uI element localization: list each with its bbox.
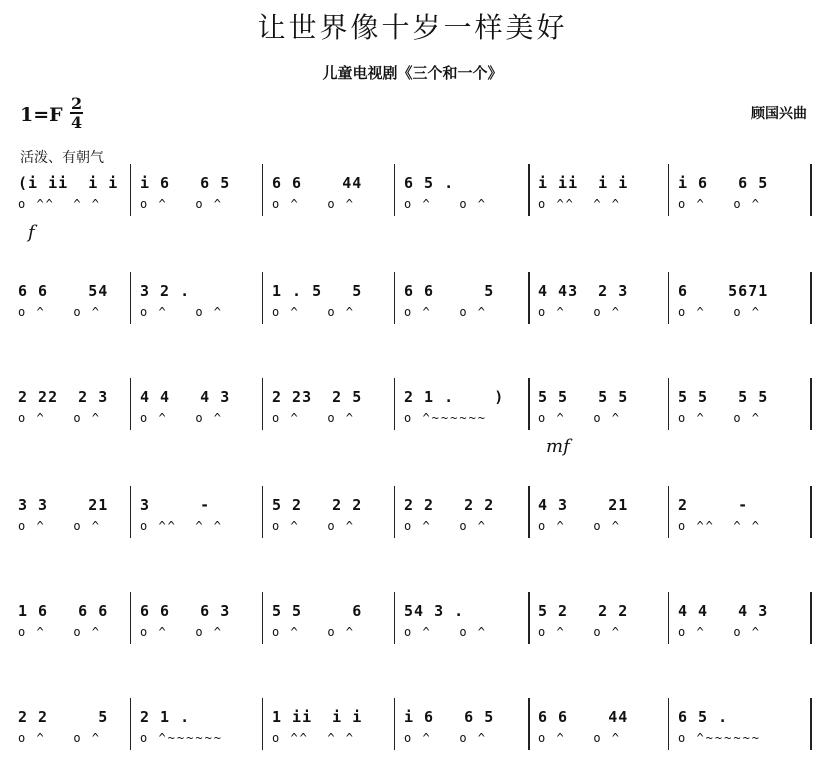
bar-line: [394, 486, 395, 538]
measure-beats: o ^ o ^: [272, 625, 356, 639]
measure-beats: o ^^ ^ ^: [538, 197, 622, 211]
key-signature: 1=F: [20, 104, 63, 126]
measure-beats: o ^~~~~~~: [140, 731, 224, 745]
measure: [10, 486, 130, 566]
measure-beats: o ^ o ^: [140, 305, 224, 319]
measure-notes: 1 ii i i: [272, 708, 363, 726]
dynamic-mf: mf: [546, 436, 570, 457]
measure: [396, 272, 528, 352]
measure-notes: 4 4 4 3: [678, 602, 769, 620]
measure: [530, 592, 668, 672]
measure: [670, 272, 810, 352]
measure-notes: 6 6 5: [404, 282, 495, 300]
bar-line: [668, 592, 669, 644]
measure-beats: o ^ o ^: [18, 625, 102, 639]
measure-beats: o ^^ ^ ^: [678, 519, 762, 533]
measure-notes: 2 -: [678, 496, 749, 514]
measure-notes: 2 2 2 2: [404, 496, 495, 514]
measure-notes: i ii i i: [538, 174, 629, 192]
measure: [132, 164, 262, 244]
bar-line: [394, 378, 395, 430]
measure-notes: 1 6 6 6: [18, 602, 109, 620]
bar-line: [668, 378, 669, 430]
bar-line: [810, 164, 812, 216]
measure-beats: o ^ o ^: [538, 731, 622, 745]
measure-notes: 4 3 21: [538, 496, 629, 514]
measure: [396, 592, 528, 672]
measure-beats: o ^ o ^: [538, 411, 622, 425]
measure-notes: 6 6 54: [18, 282, 109, 300]
measure-beats: o ^^ ^ ^: [140, 519, 224, 533]
measure-notes: 2 1 . ): [404, 388, 505, 406]
measure: [530, 486, 668, 566]
measure: [132, 698, 262, 778]
measure-beats: o ^ o ^: [404, 197, 488, 211]
measure-notes: 2 2 5: [18, 708, 109, 726]
measure: [396, 486, 528, 566]
measure: [670, 698, 810, 778]
bar-line: [668, 698, 669, 750]
measure-beats: o ^ o ^: [404, 625, 488, 639]
score-row: [0, 164, 825, 244]
measure-beats: o ^ o ^: [18, 411, 102, 425]
measure: [264, 486, 394, 566]
measure-notes: 2 22 2 3: [18, 388, 109, 406]
measure: [530, 164, 668, 244]
bar-line: [394, 272, 395, 324]
measure-beats: o ^ o ^: [272, 519, 356, 533]
measure: [264, 272, 394, 352]
measure: [396, 164, 528, 244]
measure: [10, 592, 130, 672]
measure-notes: 6 5 .: [678, 708, 729, 726]
score-row: [0, 486, 825, 566]
time-signature: [70, 95, 83, 131]
measure-notes: 5 5 5 5: [538, 388, 629, 406]
measure-beats: o ^ o ^: [678, 625, 762, 639]
score-row: [0, 592, 825, 672]
measure: [670, 592, 810, 672]
measure-notes: 5 2 2 2: [538, 602, 629, 620]
measure-beats: o ^ o ^: [538, 625, 622, 639]
measure-beats: o ^ o ^: [140, 625, 224, 639]
bar-line: [810, 698, 812, 750]
measure-beats: o ^ o ^: [272, 305, 356, 319]
measure: [10, 164, 130, 244]
measure-beats: o ^~~~~~~: [404, 411, 488, 425]
bar-line: [262, 698, 263, 750]
measure-beats: o ^ o ^: [18, 731, 102, 745]
bar-line: [130, 272, 131, 324]
measure: [132, 486, 262, 566]
score-subtitle: 儿童电视剧《三个和一个》: [322, 64, 503, 82]
measure: [670, 164, 810, 244]
measure-notes: 54 3 .: [404, 602, 465, 620]
measure-notes: (i ii i i: [18, 174, 119, 192]
meter-bottom: 4: [71, 113, 83, 132]
bar-line: [130, 592, 131, 644]
measure-notes: 6 6 44: [272, 174, 363, 192]
measure-beats: o ^ o ^: [272, 411, 356, 425]
score-row: [0, 272, 825, 352]
measure-beats: o ^ o ^: [404, 519, 488, 533]
bar-line: [262, 378, 263, 430]
measure: [132, 378, 262, 458]
measure-beats: o ^ o ^: [140, 411, 224, 425]
measure-notes: 6 5671: [678, 282, 769, 300]
measure: [132, 592, 262, 672]
measure: [396, 698, 528, 778]
measure-beats: o ^ o ^: [678, 197, 762, 211]
measure-notes: 4 43 2 3: [538, 282, 629, 300]
score-row: [0, 698, 825, 778]
measure-beats: o ^ o ^: [18, 519, 102, 533]
measure-notes: i 6 6 5: [678, 174, 769, 192]
bar-line: [394, 698, 395, 750]
bar-line: [810, 486, 812, 538]
bar-line: [262, 272, 263, 324]
measure-beats: o ^ o ^: [538, 305, 622, 319]
measure-beats: o ^ o ^: [18, 305, 102, 319]
measure: [670, 486, 810, 566]
dynamic-f: f: [28, 222, 35, 243]
measure-notes: 4 4 4 3: [140, 388, 231, 406]
measure: [530, 698, 668, 778]
measure: [530, 378, 668, 458]
measure: [264, 164, 394, 244]
measure: [10, 698, 130, 778]
tempo-marking: 活泼、有朝气: [20, 150, 104, 166]
measure-beats: o ^^ ^ ^: [18, 197, 102, 211]
bar-line: [130, 486, 131, 538]
measure: [530, 272, 668, 352]
measure-notes: 6 6 6 3: [140, 602, 231, 620]
measure-notes: 6 6 44: [538, 708, 629, 726]
measure-notes: 3 -: [140, 496, 211, 514]
measure-notes: 2 23 2 5: [272, 388, 363, 406]
measure-beats: o ^ o ^: [404, 305, 488, 319]
bar-line: [810, 378, 812, 430]
measure: [264, 698, 394, 778]
bar-line: [668, 272, 669, 324]
measure-beats: o ^ o ^: [538, 519, 622, 533]
measure-notes: 6 5 .: [404, 174, 455, 192]
bar-line: [394, 164, 395, 216]
measure-beats: o ^ o ^: [140, 197, 224, 211]
measure-beats: o ^ o ^: [678, 411, 762, 425]
bar-line: [668, 164, 669, 216]
measure: [10, 272, 130, 352]
measure-beats: o ^~~~~~~: [678, 731, 762, 745]
bar-line: [262, 486, 263, 538]
bar-line: [668, 486, 669, 538]
bar-line: [130, 164, 131, 216]
meter-top: 2: [71, 94, 83, 113]
measure-notes: 1 . 5 5: [272, 282, 363, 300]
measure-beats: o ^ o ^: [678, 305, 762, 319]
bar-line: [130, 698, 131, 750]
measure: [264, 592, 394, 672]
measure-notes: i 6 6 5: [404, 708, 495, 726]
measure-notes: 5 5 6: [272, 602, 363, 620]
measure: [396, 378, 528, 458]
measure-beats: o ^ o ^: [404, 731, 488, 745]
composer-credit: 顾国兴曲: [751, 106, 807, 122]
measure: [670, 378, 810, 458]
measure: [264, 378, 394, 458]
measure-notes: 2 1 .: [140, 708, 191, 726]
bar-line: [810, 592, 812, 644]
bar-line: [262, 164, 263, 216]
bar-line: [394, 592, 395, 644]
measure-notes: 3 2 .: [140, 282, 191, 300]
measure-notes: 3 3 21: [18, 496, 109, 514]
measure-notes: 5 5 5 5: [678, 388, 769, 406]
bar-line: [130, 378, 131, 430]
score-row: [0, 378, 825, 458]
bar-line: [262, 592, 263, 644]
measure: [132, 272, 262, 352]
measure-beats: o ^^ ^ ^: [272, 731, 356, 745]
bar-line: [810, 272, 812, 324]
measure-beats: o ^ o ^: [272, 197, 356, 211]
measure-notes: i 6 6 5: [140, 174, 231, 192]
measure: [10, 378, 130, 458]
measure-notes: 5 2 2 2: [272, 496, 363, 514]
score-title: 让世界像十岁一样美好: [257, 11, 568, 44]
